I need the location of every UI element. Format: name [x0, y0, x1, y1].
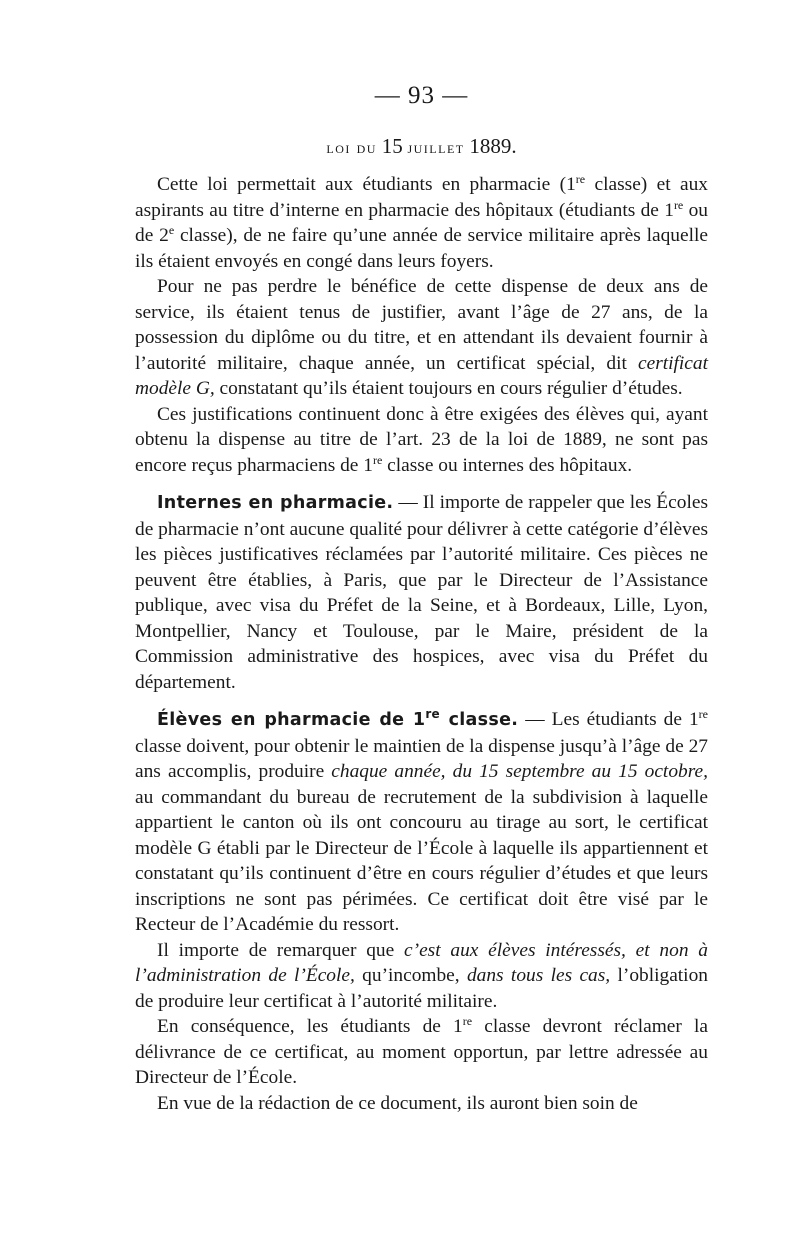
section-eleves-heading — [157, 707, 519, 730]
paragraph-6 — [135, 938, 708, 1015]
paragraph-1-text-d: classe), de ne faire qu’une année de service militaire après laquelle ils étaient envoyés en congé dans leurs foyers. — [135, 225, 708, 272]
paragraph-1 — [135, 172, 708, 274]
paragraph-7-text-a: En conséquence, les étudiants de 1 — [157, 1016, 463, 1037]
paragraph-6-text-c: l’obligation de produire leur certificat à l’autorité militaire. — [135, 965, 708, 1012]
law-title-month: juillet — [407, 138, 465, 157]
paragraph-7-sup: re — [462, 1014, 473, 1028]
law-title — [135, 132, 708, 160]
law-title-day: 15 — [381, 134, 403, 158]
page-number: — 93 — — [374, 82, 469, 109]
paragraph-1-text-a: Cette loi permettait aux étudiants en pharmacie (1 — [157, 174, 576, 195]
section-eleves-italic: chaque année, du 15 septembre au 15 octobre, — [331, 761, 708, 782]
section-eleves-heading-sup: re — [425, 707, 441, 721]
paragraph-2 — [135, 274, 708, 402]
paragraph-1-text-b: classe) et aux aspirants au titre d’interne en pharmacie des hôpitaux (étudiants de 1 — [135, 174, 708, 221]
paragraph-2-italic: certificat modèle G, — [135, 352, 708, 399]
paragraph-3-text-a: Ces justifications continuent donc à être exigées des élèves qui, ayant obtenu la dispense au titre de l’art. 23 de la loi de 1889, ne sont pas encore reçus pharmaciens de 1 — [135, 403, 708, 476]
law-title-year: 1889. — [469, 134, 517, 158]
paragraph-2-text-a: Pour ne pas perdre le bénéfice de cette dispense de deux ans de service, ils étaient tenus de justifier, avant l’âge de 27 ans, de la possession du diplôme ou du titre, et en attendant ils devaient fournir à l’autorité militaire, chaque année, un certificat spécial, dit — [135, 276, 708, 374]
paragraph-1-sup-3: e — [168, 223, 175, 237]
section-internes-text: — Il importe de rappeler que les Écoles de pharmacie n’ont aucune qualité pour délivrer à cette catégorie d’élèves les pièces justificatives réclamées par l’autorité militaire. Ces pièces ne peuvent être établies, à Paris, que par le Directeur de l’Assistance publique, avec visa du Préfet de la Seine, et à Bordeaux, Lille, Lyon, Montpellier, Nancy et Toulouse, par le Maire, président de la Commission administrative des hospices, avec visa du Préfet du département. — [135, 492, 708, 693]
section-eleves-text-a: — Les étudiants de 1 — [518, 709, 699, 730]
paragraph-6-italic-1: c’est aux élèves intéressés, et non à l’administration de l’École, — [135, 939, 708, 986]
section-internes — [135, 490, 708, 695]
paragraph-7 — [135, 1014, 708, 1091]
paragraph-1-sup-1: re — [575, 172, 586, 186]
paragraph-2-text-b: constatant qu’ils étaient toujours en cours régulier d’études. — [214, 378, 683, 399]
section-eleves-sup: re — [698, 707, 708, 721]
document-body — [135, 172, 708, 1116]
paragraph-6-text-a: Il importe de remarquer que — [157, 939, 404, 961]
section-eleves-heading-a: Élèves en pharmacie de 1 — [157, 710, 426, 730]
paragraph-3-text-b: classe ou internes des hôpitaux. — [382, 454, 633, 476]
paragraph-6-italic-2: dans tous les cas, — [466, 965, 611, 986]
paragraph-3 — [135, 402, 708, 479]
paragraph-7-text-b: classe devront réclamer la délivrance de ce certificat, au moment opportun, par lettre adressée au Directeur de l’École. — [135, 1016, 708, 1088]
paragraph-8-text: En vue de la rédaction de ce document, ils auront bien soin de — [157, 1092, 638, 1114]
section-eleves-text-b: classe doivent, pour obtenir le maintien de la dispense jusqu’à l’âge de 27 ans accomplis, produire — [135, 735, 708, 782]
paragraph-6-text-b: qu’incombe, — [354, 965, 467, 986]
section-eleves-text-c: au commandant du bureau de recrutement de la subdivision à laquelle appartient le canton où ils ont concouru au tirage au sort, le certificat modèle G établi par le Directeur de l’École à laquelle ils appartiennent et constatant qu’ils continuent d’être en cours régulier d’études et que leurs inscriptions ne sont pas périmées. Ce certificat doit être visé par le Recteur de l’Académie du ressort. — [135, 786, 708, 935]
section-internes-heading: Internes en pharmacie. — [157, 493, 394, 513]
paragraph-1-text-c: ou de 2 — [135, 199, 708, 246]
section-eleves — [135, 707, 708, 938]
law-title-prefix: loi du — [326, 138, 377, 157]
section-eleves-heading-b: classe. — [440, 710, 519, 730]
paragraph-8 — [135, 1091, 708, 1117]
paragraph-1-sup-2: re — [673, 197, 684, 212]
paragraph-3-sup: re — [372, 452, 383, 467]
